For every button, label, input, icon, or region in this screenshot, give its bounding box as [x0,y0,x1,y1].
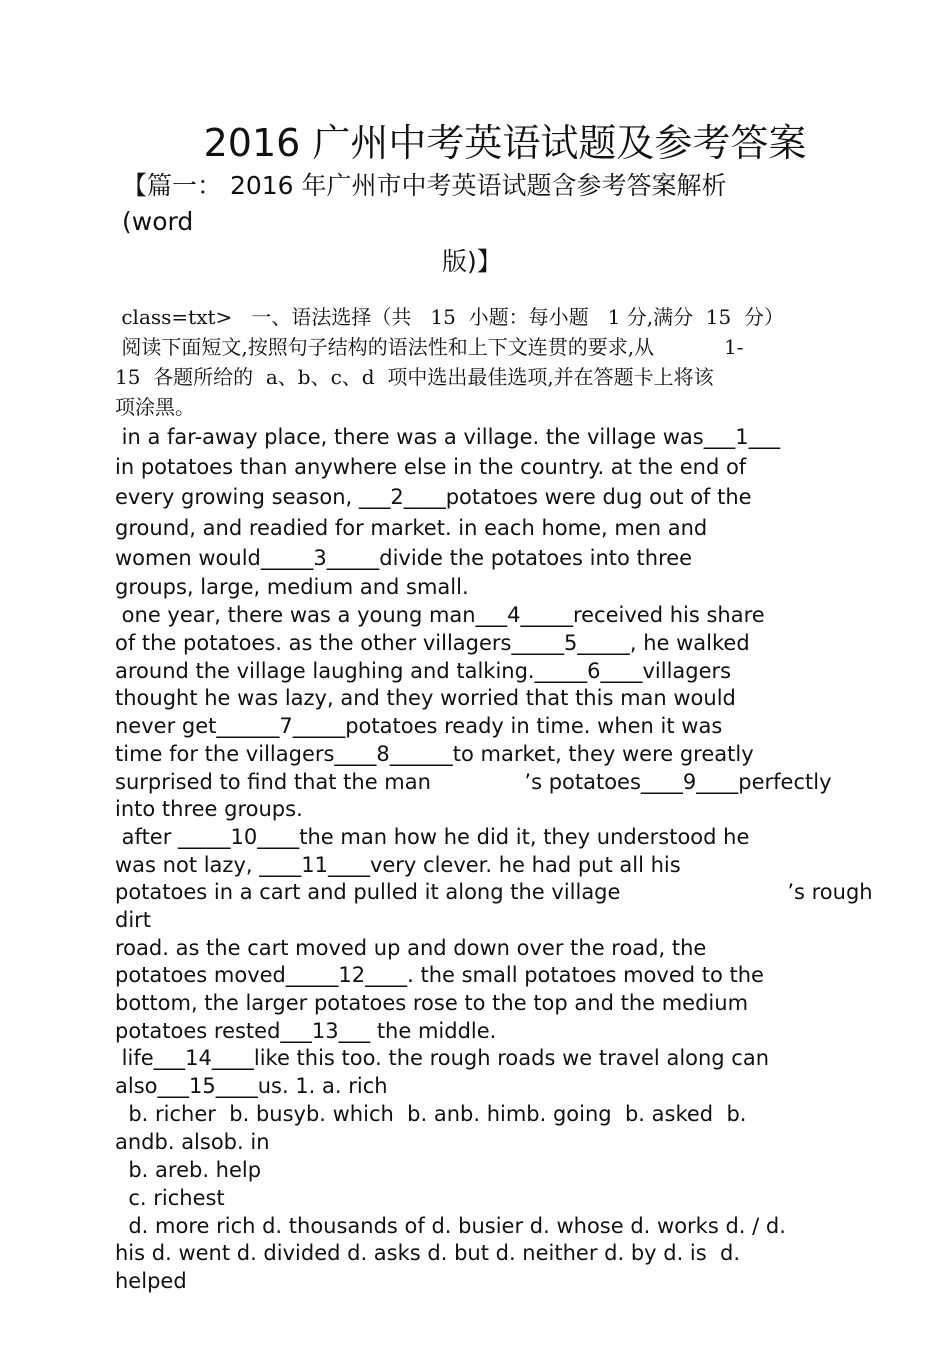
options-line: b. richer b. busyb. which b. anb. himb. going b. asked b. [115,1102,747,1126]
passage-line: one year, there was a young man___4_____received his share [115,603,765,627]
passage-line: never get______7_____potatoes ready in time. when it was [115,714,723,738]
instruction-line: 项涂黑。 [115,395,195,419]
passage-line: was not lazy, ____11____very clever. he had put all his [115,853,681,877]
options-line: his d. went d. divided d. asks d. but d. neither d. by d. is d. [115,1241,741,1265]
passage-line: dirt [115,908,152,932]
passage-line: also___15____us. 1. a. rich [115,1074,388,1098]
document-subtitle-continued: (word [122,207,194,236]
options-line: b. areb. help [115,1158,262,1182]
passage-line: road. as the cart moved up and down over the road, the [115,936,707,960]
passage-line: potatoes moved_____12____. the small potatoes moved to the [115,963,764,987]
passage-line: women would_____3_____divide the potatoes into three [115,546,693,570]
passage-line: bottom, the larger potatoes rose to the top and the medium [115,991,749,1015]
document-subtitle-end: 版)】 [442,247,502,276]
options-line: d. more rich d. thousands of d. busier d. whose d. works d. / d. [115,1214,786,1238]
instruction-line: class=txt> 一、语法选择（共 15 小题：每小题 1 分,满分 15 分） [115,305,784,329]
instruction-line: 15 各题所给的 a、b、c、d 项中选出最佳选项,并在答题卡上将该 [115,365,714,389]
passage-line: around the village laughing and talking._____6____villagers [115,659,732,683]
options-line: c. richest [115,1186,225,1210]
passage-line: in potatoes than anywhere else in the country. at the end of [115,455,747,479]
passage-line: groups, large, medium and small. [115,575,469,599]
options-line: helped [115,1269,187,1293]
passage-line: in a far-away place, there was a village. the village was___1___ [115,425,781,449]
passage-line: every growing season, ___2____potatoes were dug out of the [115,485,752,509]
passage-line: into three groups. [115,797,303,821]
passage-line: potatoes in a cart and pulled it along the village ’s rough [115,880,873,904]
passage-line: after _____10____the man how he did it, they understood he [115,825,750,849]
passage-line: potatoes rested___13___ the middle. [115,1019,497,1043]
document-title: 2016 广州中考英语试题及参考答案 [203,121,807,165]
passage-line: surprised to find that the man ’s potatoes____9____perfectly [115,770,832,794]
passage-line: time for the villagers____8______to market, they were greatly [115,742,754,766]
document-subtitle: 【篇一： 2016 年广州市中考英语试题含参考答案解析 [122,171,727,200]
passage-line: thought he was lazy, and they worried that this man would [115,686,736,710]
options-line: andb. alsob. in [115,1130,270,1154]
passage-line: ground, and readied for market. in each home, men and [115,516,708,540]
instruction-line: 阅读下面短文,按照句子结构的语法性和上下文连贯的要求,从 1- [115,335,744,359]
passage-line: life___14____like this too. the rough roads we travel along can [115,1046,770,1070]
passage-line: of the potatoes. as the other villagers_____5_____, he walked [115,631,750,655]
